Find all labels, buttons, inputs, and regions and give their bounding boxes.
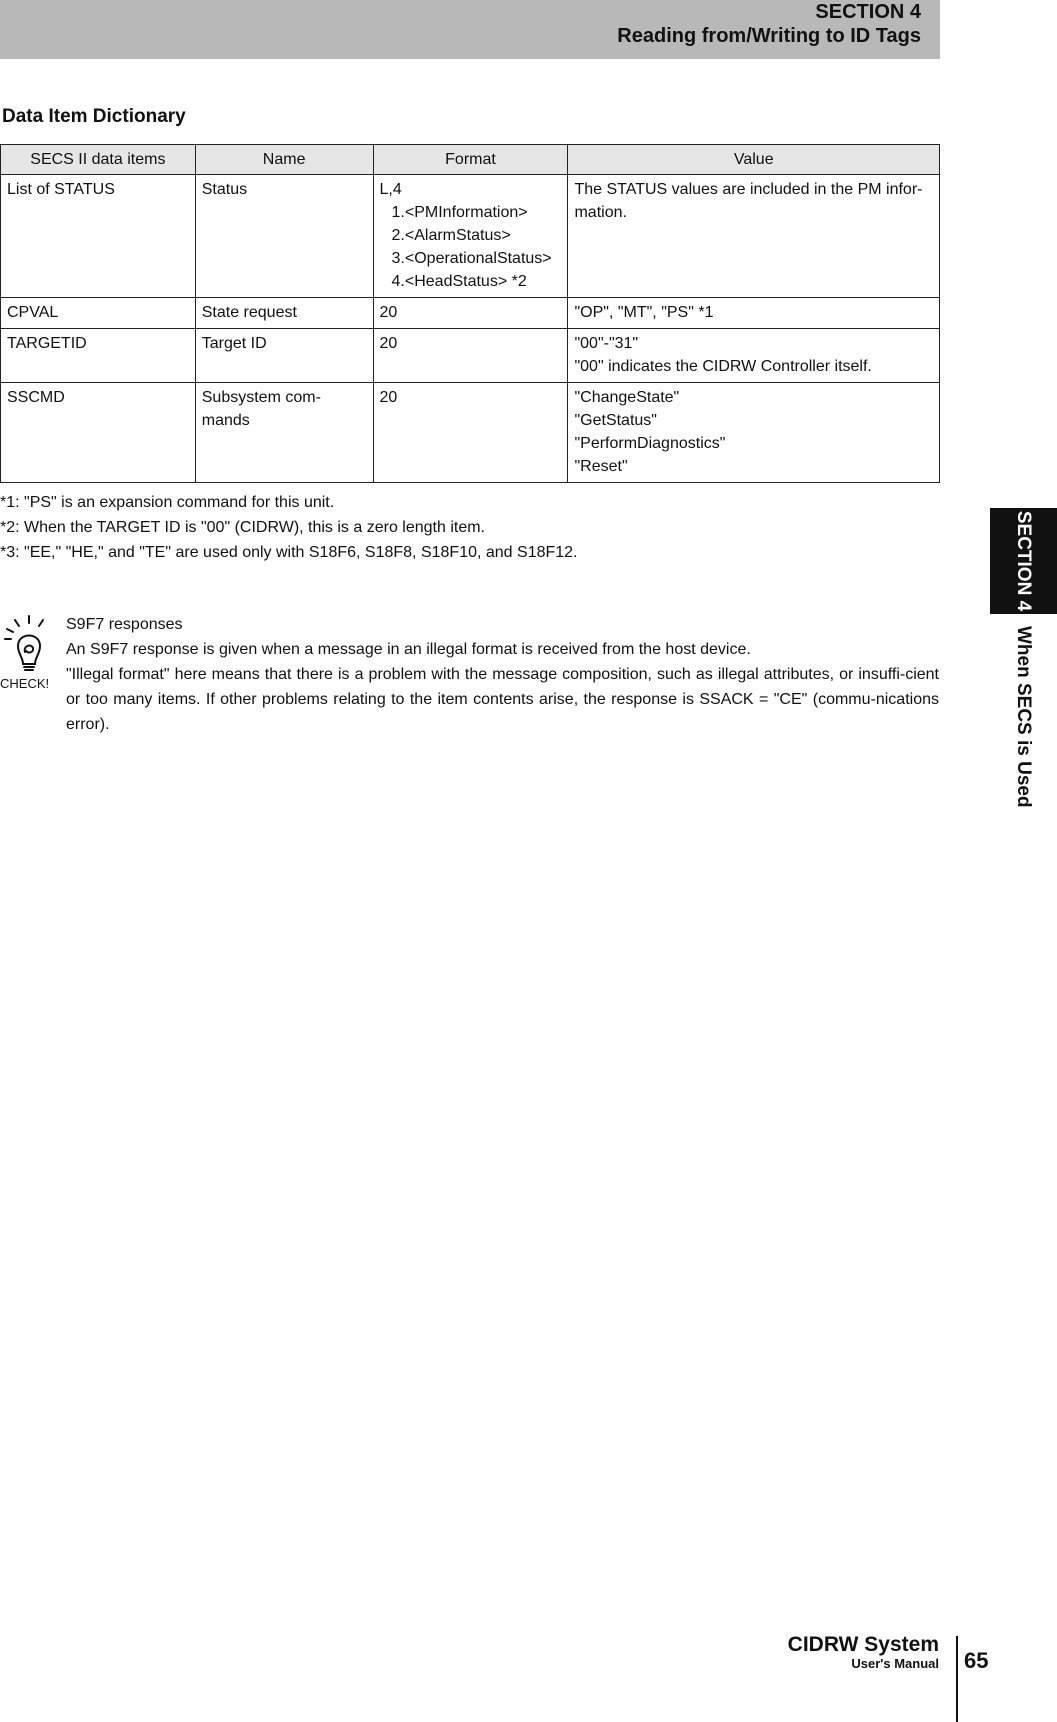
footer-product <box>788 1634 939 1672</box>
cell-name: State request <box>195 298 373 329</box>
cell-value: "OP", "MT", "PS" *1 <box>568 298 940 329</box>
footnote: *2: When the TARGET ID is "00" (CIDRW), this is a zero length item. <box>0 519 485 536</box>
check-line-1: An S9F7 response is given when a message in an illegal format is received from the host device. <box>66 641 751 658</box>
col-header-name: Name <box>195 145 373 175</box>
cell-format: 20 <box>373 298 568 329</box>
value-line: "00" indicates the CIDRW Controller itself. <box>574 358 872 375</box>
cell-item: List of STATUS <box>1 175 196 298</box>
cell-name: Subsystem com- mands <box>195 383 373 483</box>
header-title: Reading from/Writing to ID Tags <box>617 25 921 47</box>
header-band <box>0 0 940 59</box>
cell-format <box>373 175 568 298</box>
value-line: "ChangeState" <box>574 389 680 406</box>
check-line-2: "Illegal format" here means that there is a problem with the message composition, such as illegal attributes, or insuffi-cient or too many items. If other problems relating to the item contents arise, the response is SSACK = "CE" (commu-nications error). <box>66 666 939 733</box>
section-title: Data Item Dictionary <box>2 106 186 127</box>
cell-format: 20 <box>373 383 568 483</box>
cell-item: TARGETID <box>1 329 196 383</box>
side-section-label <box>1011 508 1035 808</box>
check-label: CHECK! <box>0 676 50 691</box>
page-number: 65 <box>964 1648 989 1673</box>
format-line: 4.<HeadStatus> *2 <box>391 273 527 290</box>
footer-divider <box>956 1636 958 1722</box>
cell-item: SSCMD <box>1 383 196 483</box>
cell-name: Status <box>195 175 373 298</box>
data-item-table <box>0 144 940 483</box>
format-line: L,4 <box>379 181 402 198</box>
footnotes <box>0 490 578 565</box>
value-line: "Reset" <box>574 458 628 475</box>
header-text <box>617 0 921 48</box>
cell-item: CPVAL <box>1 298 196 329</box>
value-line: "00"-"31" <box>574 335 639 352</box>
value-line: mation. <box>574 204 627 221</box>
format-line: 3.<OperationalStatus> <box>391 250 552 267</box>
col-header-format: Format <box>373 145 568 175</box>
side-section-number: SECTION 4 <box>1013 510 1034 612</box>
col-header-items: SECS II data items <box>1 145 196 175</box>
table-header-row <box>1 145 940 175</box>
check-note <box>66 612 939 737</box>
table-row <box>1 383 940 483</box>
table-row <box>1 298 940 329</box>
table-row <box>1 329 940 383</box>
footnote: *3: "EE," "HE," and "TE" are used only with S18F6, S18F8, S18F10, and S18F12. <box>0 544 578 561</box>
value-line: "GetStatus" <box>574 412 657 429</box>
footnote: *1: "PS" is an expansion command for this unit. <box>0 494 335 511</box>
footer-manual-label: User's Manual <box>851 1656 939 1671</box>
cell-format: 20 <box>373 329 568 383</box>
col-header-value: Value <box>568 145 940 175</box>
cell-value <box>568 383 940 483</box>
table-row <box>1 175 940 298</box>
format-line: 1.<PMInformation> <box>391 204 528 221</box>
header-section: SECTION 4 <box>815 1 921 23</box>
format-line: 2.<AlarmStatus> <box>391 227 511 244</box>
cell-name: Target ID <box>195 329 373 383</box>
footer-product-name: CIDRW System <box>787 1633 939 1656</box>
side-section-title: When SECS is Used <box>1013 626 1034 808</box>
cell-value <box>568 329 940 383</box>
cell-value <box>568 175 940 298</box>
check-heading: S9F7 responses <box>66 616 183 633</box>
value-line: "PerformDiagnostics" <box>574 435 726 452</box>
value-line: The STATUS values are included in the PM infor- <box>574 181 923 198</box>
